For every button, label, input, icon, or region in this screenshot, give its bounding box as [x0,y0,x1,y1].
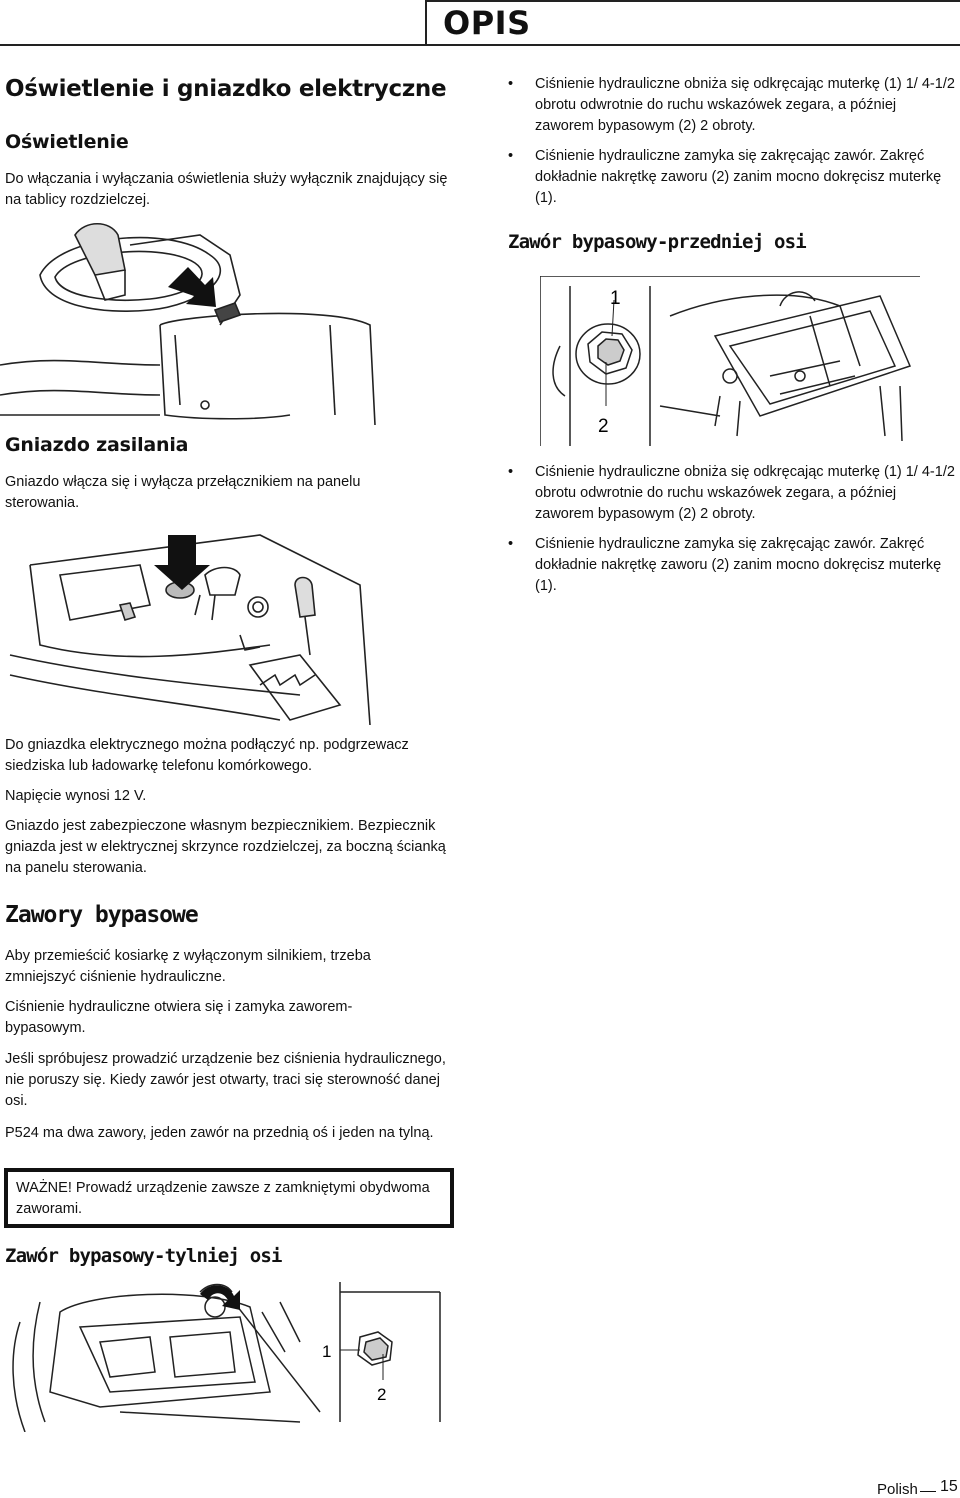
dashboard-light-switch-illustration [0,215,380,425]
control-panel-socket-illustration [0,525,380,725]
voltage-paragraph: Napięcie wynosi 12 V. [5,788,147,804]
list-item: • Ciśnienie hydrauliczne zamyka się zakręcając zawór. Zakręć dokładnie nakrętkę zaworu (2) zanim mocno dokręcisz muterkę (1). [508,534,958,597]
rear-label-1: 1 [322,1342,332,1361]
socket-paragraph: Gniazdo włącza się i wyłącza przełącznikiem na panelu sterowania. [5,474,361,511]
bypass-paragraph-4: P524 ma dwa zawory, jeden zawór na przednią oś i jeden na tylną. [5,1125,434,1141]
front-label-1: 1 [610,288,621,309]
warning-text: WAŻNE! Prowadź urządzenie zawsze z zamkniętymi obydwoma zaworami. [16,1180,430,1217]
rear-label-2: 2 [377,1385,387,1404]
bullet-list-top [508,74,958,218]
footer-language: Polish [877,1481,918,1498]
bullet-list-bottom [508,462,958,606]
socket-usage-paragraph: Do gniazdka elektrycznego można podłączyć np. podgrzewacz siedziska lub ładowarkę telefonu komórkowego. [5,737,409,774]
subheading-rear-axle-valve: Zawór bypasowy-tylniej osi [5,1245,282,1267]
page-title: OPIS [443,4,531,42]
page-number: 15 [940,1478,958,1495]
footer-divider [920,1491,936,1492]
warning-box [4,1168,454,1228]
front-label-2: 2 [598,416,609,437]
subheading-front-axle-valve: Zawór bypasowy-przedniej osi [508,231,806,253]
list-item: • Ciśnienie hydrauliczne zamyka się zakręcając zawór. Zakręć dokładnie nakrętkę zaworu (2) zanim mocno dokręcisz muterkę (1). [508,146,958,209]
bypass-paragraph-2: Ciśnienie hydrauliczne otwiera się i zamyka zaworem-bypasowym. [5,999,353,1036]
section-heading-lighting-socket: Oświetlenie i gniazdko elektryczne [5,76,447,102]
front-axle-bypass-valve-illustration [540,276,920,446]
lighting-paragraph: Do włączania i wyłączania oświetlenia służy wyłącznik znajdujący się na tablicy rozdzielczej. [5,171,448,208]
fuse-paragraph: Gniazdo jest zabezpieczone własnym bezpiecznikiem. Bezpiecznik gniazda jest w elektrycznej skrzynce rozdzielczej, za boczną ścianką na panelu sterowania. [5,818,446,876]
section-heading-bypass-valves: Zawory bypasowe [5,902,198,928]
list-item: • Ciśnienie hydrauliczne obniża się odkręcając muterkę (1) 1/ 4-1/2 obrotu odwrotnie do ruchu wskazówek zegara, a później zaworem bypasowym (2) 2 obroty. [508,462,958,525]
bypass-paragraph-3: Jeśli spróbujesz prowadzić urządzenie bez ciśnienia hydraulicznego, nie poruszy się. Kiedy zawór jest otwarty, traci się sterowność danej osi. [5,1051,446,1109]
bypass-paragraph-1: Aby przemieścić kosiarkę z wyłączonym silnikiem, trzeba zmniejszyć ciśnienie hydrauliczne. [5,948,371,985]
subheading-socket: Gniazdo zasilania [5,434,189,456]
subheading-lighting: Oświetlenie [5,131,129,153]
list-item: • Ciśnienie hydrauliczne obniża się odkręcając muterkę (1) 1/ 4-1/2 obrotu odwrotnie do ruchu wskazówek zegara, a później zaworem bypasowym (2) 2 obroty. [508,74,958,137]
rear-axle-bypass-valve-illustration [0,1282,450,1432]
